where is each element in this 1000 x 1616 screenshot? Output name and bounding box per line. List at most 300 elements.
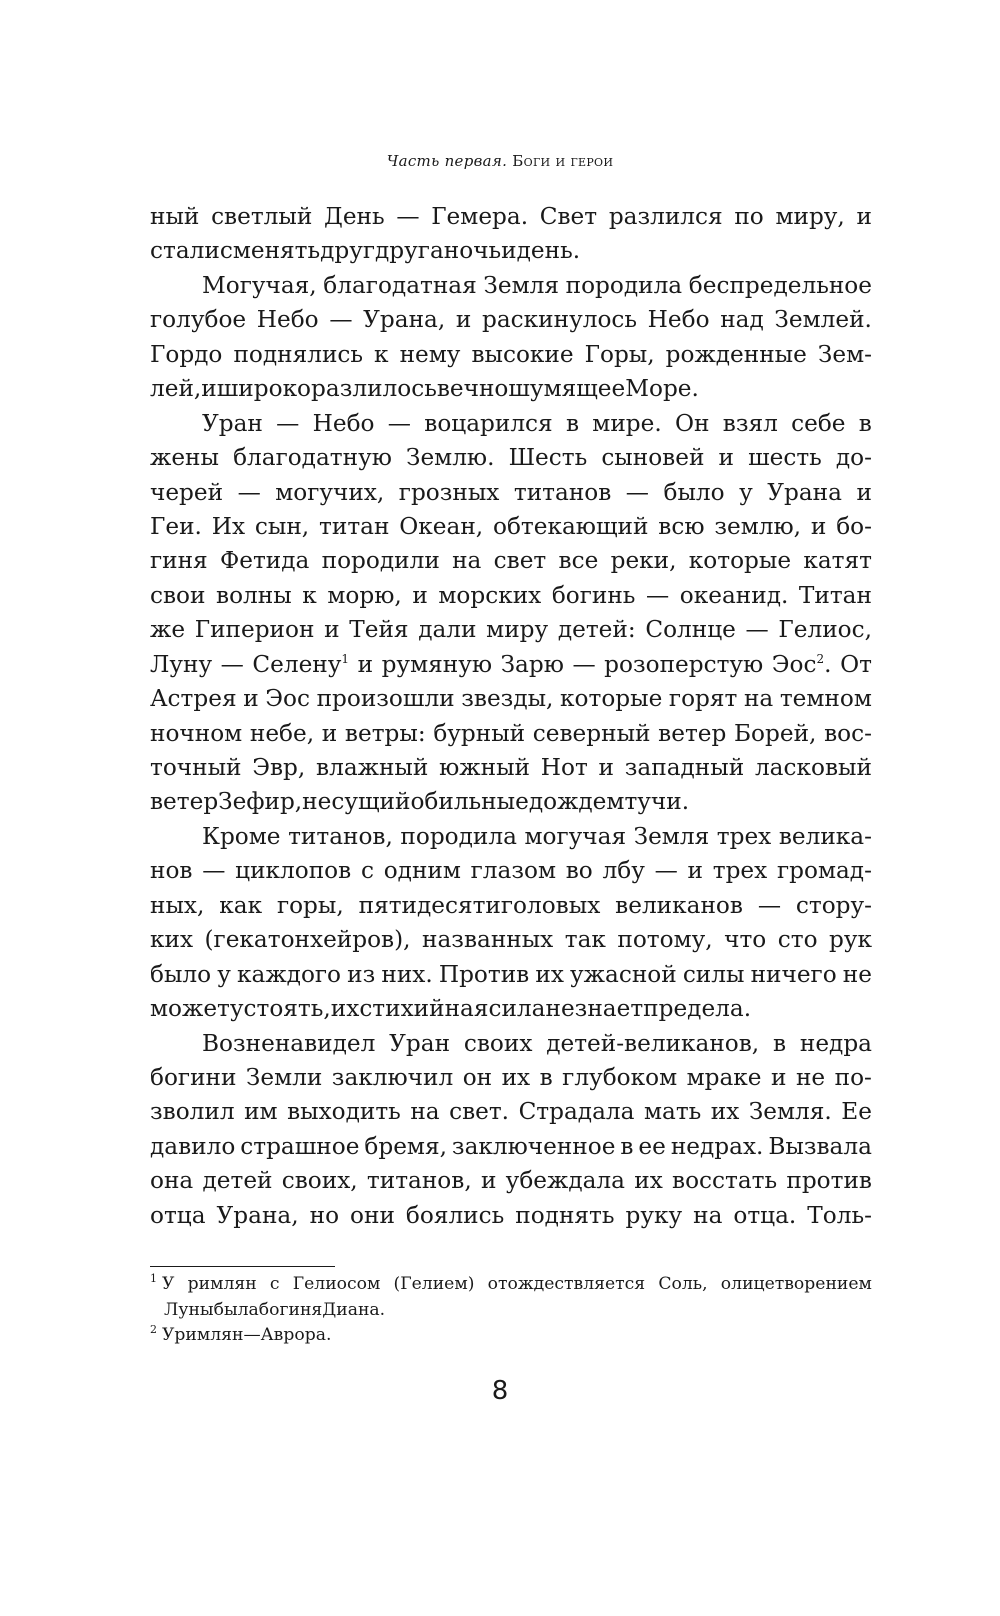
word: богинь: [551, 581, 636, 609]
word: Эос: [771, 650, 817, 678]
text-line: [150, 648, 872, 682]
word: друг: [320, 237, 376, 265]
word: —: [745, 616, 769, 644]
word: ничего: [750, 960, 837, 988]
word: темном: [779, 685, 872, 713]
word: их: [710, 1098, 740, 1126]
word: Эос: [265, 685, 310, 713]
word: Солнце: [645, 616, 736, 644]
footnote-mark: 2: [150, 1323, 157, 1336]
word: Земля: [633, 822, 710, 850]
text-line: [150, 544, 872, 578]
word: (Гелием): [393, 1274, 475, 1294]
word: из: [347, 960, 376, 988]
text-line: [150, 820, 872, 854]
word: грозных: [398, 478, 500, 506]
word: благодатную: [233, 444, 392, 472]
word: шумящее: [508, 375, 626, 403]
word: детей: [202, 1167, 273, 1195]
word: —: [387, 409, 411, 437]
word: не: [795, 1063, 826, 1091]
word: одним: [383, 857, 461, 885]
text-line: [150, 1130, 872, 1164]
word: свет.: [449, 1098, 510, 1126]
word: трех: [712, 857, 768, 885]
word: разлился: [608, 203, 723, 230]
word: и: [455, 306, 472, 334]
word: пятидесятиголовых: [358, 891, 601, 919]
word: зволил: [150, 1098, 235, 1126]
word: своих,: [281, 1167, 358, 1195]
word: землю,: [714, 512, 802, 540]
text-line: [150, 1095, 872, 1129]
word: что: [724, 926, 767, 954]
word: у: [739, 478, 753, 506]
text-line: [150, 958, 872, 992]
word: широко: [216, 375, 312, 403]
word: —: [329, 306, 353, 334]
word: предела.: [643, 995, 752, 1023]
footnote-line: [150, 1298, 872, 1324]
word: было: [150, 960, 212, 988]
word: рук: [829, 926, 872, 954]
word: была: [213, 1299, 259, 1320]
word: римлян: [174, 1325, 244, 1345]
word: —: [202, 857, 226, 885]
word: мать: [643, 1098, 702, 1126]
word: их: [634, 1167, 663, 1195]
word: всю: [658, 512, 705, 540]
word: Океан,: [399, 512, 484, 540]
word: —: [646, 581, 670, 609]
word: которые: [560, 685, 663, 713]
word: обтекающий: [492, 512, 649, 540]
word: не: [545, 995, 575, 1023]
word: им: [244, 1098, 278, 1126]
word: мраке: [686, 1063, 762, 1091]
word: —: [220, 650, 244, 678]
word: стали: [150, 237, 220, 265]
word: морю,: [327, 581, 402, 609]
word: титан: [319, 512, 390, 540]
text-line: [150, 234, 872, 268]
word: олицетворением: [720, 1274, 872, 1294]
word: может: [150, 995, 230, 1023]
word: боялись: [405, 1201, 505, 1229]
word: [358, 648, 373, 682]
word: От: [840, 650, 872, 678]
word: в: [565, 409, 580, 437]
word: титанов,: [288, 822, 393, 850]
word: ночном: [150, 719, 243, 747]
word: же: [150, 616, 186, 644]
text-line: [150, 751, 872, 785]
word: циклопов: [235, 857, 352, 885]
word: дождем: [528, 788, 625, 816]
word: и: [771, 1063, 787, 1091]
word: раскинулось: [482, 306, 638, 334]
word: громад-: [777, 857, 872, 885]
word: богиня: [258, 1299, 323, 1320]
word: рожденные: [665, 340, 807, 368]
word: поднялись: [233, 340, 364, 368]
word: она: [150, 1167, 194, 1195]
word: страшное: [240, 1132, 360, 1160]
word: Луну: [150, 650, 213, 678]
word: в: [773, 1029, 787, 1057]
word: [150, 1323, 174, 1349]
word: бурный: [433, 719, 526, 747]
word: океанид.: [679, 581, 789, 609]
word: Урана,: [216, 1201, 299, 1229]
word: стихийная: [359, 995, 489, 1023]
word: во: [565, 857, 593, 885]
word: и: [687, 857, 704, 885]
text-line: [150, 923, 872, 957]
word: себе: [791, 409, 846, 437]
word: благодатная: [323, 271, 477, 299]
word: и: [598, 754, 615, 781]
word: звезды,: [461, 685, 554, 713]
word: глубоком: [562, 1063, 678, 1091]
word: названных: [422, 926, 554, 954]
word: произошли: [316, 685, 455, 713]
word: отождествляется: [487, 1274, 646, 1294]
word: точный: [150, 754, 242, 781]
word: Море.: [625, 375, 699, 403]
word: горят: [668, 685, 738, 713]
word: Нот: [540, 754, 588, 781]
word: Против: [438, 960, 530, 988]
word: убеждала: [505, 1167, 625, 1195]
word: и: [501, 237, 517, 265]
footnote-mark: 1: [150, 1272, 157, 1285]
word: заключенное: [451, 1132, 616, 1160]
word: —: [396, 203, 420, 230]
text-line: [150, 613, 872, 647]
text-line: [150, 200, 872, 234]
word: могучая: [524, 822, 627, 850]
word: реки,: [610, 547, 677, 575]
word: недра: [799, 1029, 872, 1057]
word: Гиперион: [194, 616, 315, 644]
word: выходить: [287, 1098, 401, 1126]
word: Толь-: [807, 1201, 872, 1229]
word: гиня: [150, 547, 208, 575]
word: Селену: [252, 650, 342, 678]
word: шесть: [748, 444, 822, 472]
word: было: [663, 478, 725, 506]
word: Соль,: [658, 1274, 708, 1294]
text-line: [150, 1061, 872, 1095]
word: свои: [150, 581, 206, 609]
word: богини: [150, 1063, 237, 1091]
word: Небо: [256, 306, 319, 334]
word: нов: [150, 857, 193, 885]
word: в: [858, 409, 872, 437]
word: силы: [682, 960, 745, 988]
word: Геи.: [150, 512, 202, 540]
word: тучи.: [624, 788, 690, 816]
word: голубое: [150, 306, 247, 334]
word: миру,: [775, 203, 845, 230]
word: своих: [463, 1029, 533, 1057]
footnote-line: [150, 1272, 872, 1298]
text-line: [150, 1164, 872, 1198]
word: породила: [400, 822, 517, 850]
word: давило: [150, 1132, 236, 1160]
word: Уран: [202, 409, 263, 437]
word: Уран: [389, 1029, 451, 1057]
text-line: [150, 854, 872, 888]
word: .: [824, 650, 832, 678]
word: Фетида: [219, 547, 310, 575]
word: и: [324, 616, 340, 644]
word: [604, 648, 763, 682]
word: детей-великанов,: [546, 1029, 760, 1057]
word: к: [374, 340, 389, 368]
word: восстать: [672, 1167, 778, 1195]
word: беспредельное: [688, 271, 872, 299]
word: Небо: [312, 409, 375, 437]
word: бо-: [836, 512, 872, 540]
word: ный: [150, 203, 200, 230]
word: —: [757, 891, 781, 919]
word: —: [572, 650, 596, 678]
word: он: [462, 1063, 493, 1091]
text-line: [150, 269, 872, 303]
word: по: [734, 203, 764, 230]
word: [252, 648, 349, 682]
word: морских: [438, 581, 542, 609]
word: миру: [486, 616, 549, 644]
footnote-divider: [150, 1266, 335, 1267]
word: римлян: [187, 1274, 257, 1294]
text-line: [150, 889, 872, 923]
word: катят: [803, 547, 872, 575]
word: породила: [565, 271, 683, 299]
word: и: [201, 375, 217, 403]
word: волны: [216, 581, 292, 609]
word: Вызвала: [768, 1132, 872, 1160]
word: до-: [835, 444, 872, 472]
word: Аврора.: [260, 1325, 332, 1345]
word: и: [243, 685, 259, 713]
text-line: [150, 1027, 872, 1061]
word: Астрея: [150, 685, 237, 713]
word: Небо: [647, 306, 710, 334]
word: Земли: [245, 1063, 323, 1091]
word: ее: [638, 1132, 666, 1160]
header-title: Боги и герои: [512, 152, 614, 170]
word: сын,: [254, 512, 310, 540]
word: Эвр,: [252, 754, 306, 781]
word: над: [720, 306, 764, 334]
word: в: [620, 1132, 634, 1160]
word: которые: [688, 547, 792, 575]
word: их: [330, 995, 360, 1023]
word: румяную: [381, 650, 493, 678]
word: отца.: [733, 1201, 797, 1229]
word: и: [321, 719, 338, 747]
word: потому,: [617, 926, 713, 954]
word: У: [162, 1325, 175, 1345]
body-text: [150, 200, 872, 1233]
word: сто: [777, 926, 818, 954]
word: светлый: [211, 203, 313, 230]
word: разлилось: [311, 375, 437, 403]
word: их: [535, 960, 564, 988]
word: [221, 648, 244, 682]
word: могучих,: [275, 478, 385, 506]
word: с: [269, 1274, 280, 1294]
word: друга: [375, 237, 444, 265]
word: ветры:: [344, 719, 426, 747]
word: небе,: [249, 719, 315, 747]
text-line: [150, 303, 872, 337]
word: ветер: [658, 719, 727, 747]
word: и: [856, 203, 872, 230]
text-line: [150, 682, 872, 716]
word: Их: [211, 512, 246, 540]
word: Тейя: [349, 616, 409, 644]
text-line: [150, 992, 872, 1026]
word: День: [323, 203, 385, 230]
word: глазом: [470, 857, 556, 885]
word: Гелиос,: [778, 616, 872, 644]
word: недрах.: [670, 1132, 764, 1160]
word: Горы,: [584, 340, 655, 368]
word: устоять,: [229, 995, 331, 1023]
word: на: [452, 547, 482, 575]
word: не: [842, 960, 872, 988]
word: Шесть: [508, 444, 588, 472]
word: на: [743, 685, 774, 713]
word: Кроме: [202, 822, 281, 850]
word: ных,: [150, 891, 205, 919]
word: титанов: [513, 478, 612, 506]
text-line: [150, 338, 872, 372]
word: велика-: [778, 822, 872, 850]
word: сыновей: [601, 444, 705, 472]
word: детей:: [557, 616, 636, 644]
word: высокие: [471, 340, 574, 368]
word: свет: [493, 547, 547, 575]
word: каждого: [237, 960, 342, 988]
word: у: [217, 960, 231, 988]
word: знает: [574, 995, 644, 1023]
word: Зем-: [817, 340, 872, 368]
word: и: [856, 478, 872, 506]
word: сила: [488, 995, 546, 1023]
word: руку: [625, 1201, 683, 1229]
word: взял: [722, 409, 778, 437]
word: влажный: [316, 754, 429, 781]
word: [150, 1272, 174, 1298]
word: обильные: [410, 788, 529, 816]
word: трех: [716, 822, 772, 850]
word: день.: [516, 237, 581, 265]
word: лбу: [602, 857, 645, 885]
word: жены: [150, 444, 219, 472]
text-line: [150, 372, 872, 406]
text-line: [150, 717, 872, 751]
word: великанов: [615, 891, 743, 919]
text-line: [150, 785, 872, 819]
word: так: [564, 926, 606, 954]
word: Земля.: [748, 1098, 832, 1126]
word: с: [360, 857, 374, 885]
word: Ее: [841, 1098, 872, 1126]
word: —: [625, 478, 649, 506]
word: несущий: [302, 788, 411, 816]
word: вечно: [436, 375, 509, 403]
word: все: [558, 547, 599, 575]
word: Страдала: [518, 1098, 635, 1126]
word: и: [357, 650, 374, 678]
word: —: [237, 478, 261, 506]
word: западный: [624, 754, 745, 781]
word: и: [412, 581, 428, 609]
word: [150, 648, 212, 682]
word: сменять: [219, 237, 321, 265]
word: как: [219, 891, 263, 919]
word: Борей,: [734, 719, 817, 747]
word: ветер: [150, 788, 219, 816]
word: (гекатонхейров),: [204, 926, 411, 954]
word: заключил: [331, 1063, 454, 1091]
page-number: 8: [491, 1376, 509, 1406]
word: и: [718, 444, 734, 472]
word: них.: [381, 960, 433, 988]
word: Гелиосом: [292, 1274, 381, 1294]
word: Гордо: [150, 340, 223, 368]
footnote-ref: 1: [341, 651, 350, 666]
word: Могучая,: [202, 271, 317, 299]
word: [382, 648, 492, 682]
text-line: [150, 476, 872, 510]
word: ночь: [443, 237, 502, 265]
word: ласковый: [754, 754, 872, 781]
word: южный: [439, 754, 530, 781]
word: Гемера.: [431, 203, 529, 230]
word: —: [276, 409, 300, 437]
word: [572, 648, 595, 682]
word: дали: [418, 616, 477, 644]
word: Свет: [539, 203, 598, 230]
word: Титан: [798, 581, 872, 609]
word: их: [501, 1063, 531, 1091]
word: и: [810, 512, 827, 540]
footnote-line: [150, 1323, 872, 1349]
word: [501, 648, 564, 682]
word: Земля: [483, 271, 559, 299]
word: Луны: [164, 1299, 214, 1320]
word: стору-: [795, 891, 872, 919]
word: вос-: [824, 719, 872, 747]
word: ких: [150, 926, 194, 954]
footnote-ref: 2: [816, 651, 825, 666]
word: породили: [321, 547, 440, 575]
word: но: [309, 1201, 340, 1229]
word: против: [786, 1167, 872, 1195]
word: лей,: [150, 375, 202, 403]
word: [840, 648, 872, 682]
word: Зарю: [500, 650, 564, 678]
word: по-: [834, 1063, 872, 1091]
word: в: [539, 1063, 553, 1091]
word: Возненавидел: [202, 1029, 376, 1057]
